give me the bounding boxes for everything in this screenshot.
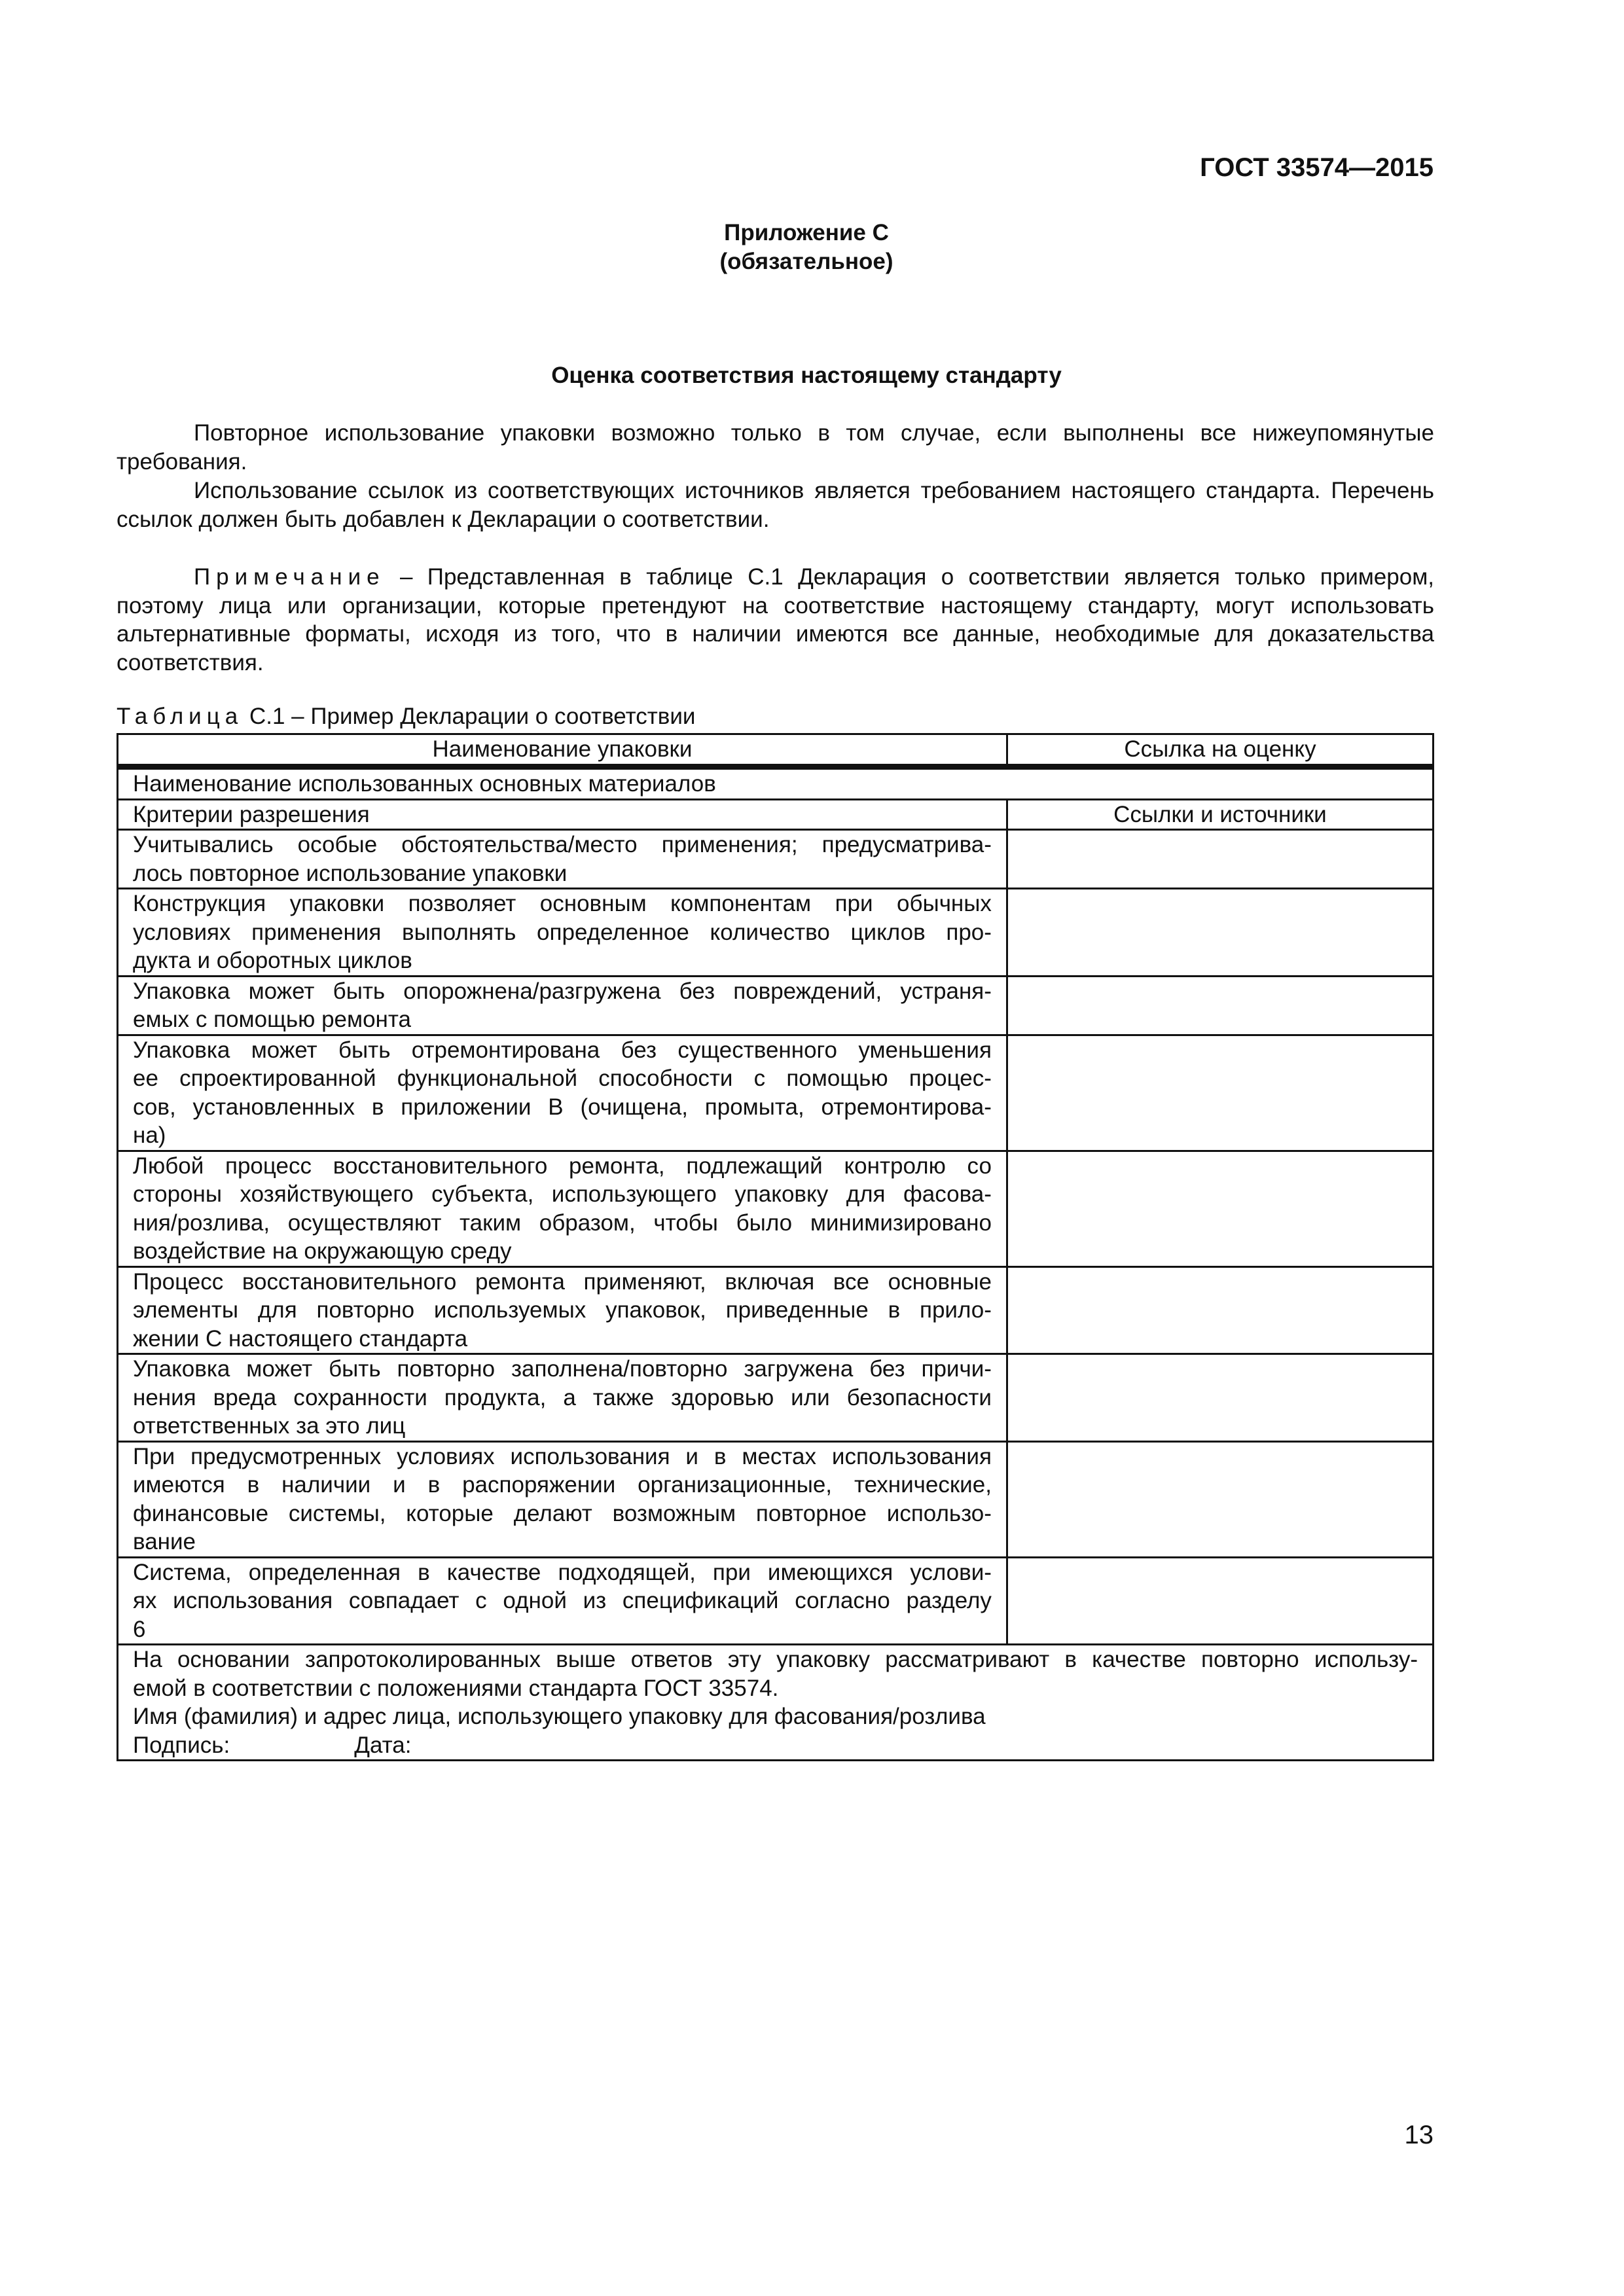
criteria-row	[118, 799, 1434, 830]
criterion-line: вание	[133, 1529, 196, 1554]
declaration-table	[117, 733, 1434, 1761]
criterion-reference-cell[interactable]	[1007, 1266, 1433, 1354]
criteria-row-item	[118, 1035, 1434, 1151]
criterion-line: ответственных за это лиц	[133, 1413, 406, 1439]
table-caption-label: Таблица	[117, 704, 244, 729]
criterion-line: Любой процесс восстановительного ремонта, подлежащий контролю со	[133, 1153, 992, 1179]
paragraph-references-requirement: Использование ссылок из соответствующих источников является требованием настоящего стандарта. Перечень ссылок должен быть добавлен к Декларации о соответствии.	[117, 478, 1434, 532]
criterion-line: Система, определенная в качестве подходящей, при имеющихся услови-	[133, 1559, 992, 1585]
criterion-line: условиях применения выполнять определенное количество циклов про-	[133, 919, 992, 945]
paragraph-reuse-conditions: Повторное использование упаковки возможно только в том случае, если выполнены все нижеупомянутые требования.	[117, 420, 1434, 475]
criterion-text	[118, 1266, 1007, 1354]
table-footer-row	[118, 1645, 1434, 1761]
criterion-line: Упаковка может быть отремонтирована без существенного уменьшения	[133, 1037, 992, 1063]
criterion-reference-cell[interactable]	[1007, 976, 1433, 1035]
criterion-reference-cell[interactable]	[1007, 1035, 1433, 1151]
criterion-text	[118, 976, 1007, 1035]
criteria-references: Ссылки и источники	[1007, 799, 1433, 830]
criterion-line: 6	[133, 1616, 146, 1642]
criteria-row-item	[118, 1266, 1434, 1354]
criterion-text	[118, 889, 1007, 977]
criterion-reference-cell[interactable]	[1007, 1354, 1433, 1442]
date-label: Дата:	[354, 1732, 412, 1758]
criteria-label: Критерии разрешения	[118, 799, 1007, 830]
criterion-line: сов, установленных в приложении В (очищена, промыта, отремонтирова-	[133, 1094, 992, 1120]
criterion-line: имеются в наличии и в распоряжении организационные, технические,	[133, 1472, 992, 1498]
materials-cell: Наименование использованных основных материалов	[118, 767, 1434, 800]
signature-label: Подпись:	[133, 1732, 230, 1758]
criteria-row-item	[118, 976, 1434, 1035]
criterion-line: воздействие на окружающую среду	[133, 1238, 512, 1264]
criterion-line: Упаковка может быть опорожнена/разгружена без повреждений, устраня-	[133, 978, 992, 1004]
table-caption	[117, 702, 1434, 731]
criterion-line: нения вреда сохранности продукта, а также здоровью или безопасности	[133, 1384, 992, 1410]
criterion-reference-cell[interactable]	[1007, 1557, 1433, 1645]
criteria-row-item	[118, 1557, 1434, 1645]
header-packaging-name: Наименование упаковки	[118, 734, 1007, 767]
criterion-text	[118, 830, 1007, 889]
section-title: Оценка соответствия настоящему стандарту	[551, 363, 1062, 388]
criterion-text	[118, 1441, 1007, 1557]
page-number: 13	[1404, 2121, 1434, 2149]
materials-row	[118, 767, 1434, 800]
criterion-line: ния/розлива, осуществляют таким образом, чтобы было минимизировано	[133, 1210, 992, 1236]
criteria-row-item	[118, 1354, 1434, 1442]
appendix-title: Приложение С	[724, 220, 889, 245]
criterion-line: жении С настоящего стандарта	[133, 1325, 468, 1352]
criterion-line: финансовые системы, которые делают возможным повторное использо-	[133, 1500, 992, 1526]
note	[117, 563, 1434, 677]
header-assessment-reference: Ссылка на оценку	[1007, 734, 1433, 767]
criterion-line: дукта и оборотных циклов	[133, 948, 412, 973]
criterion-line: лось повторное использование упаковки	[133, 860, 568, 886]
note-label: Примечание	[194, 564, 386, 590]
footer-line-2: емой в соответствии с положениями стандарта ГОСТ 33574.	[133, 1675, 779, 1701]
criterion-line: элементы для повторно используемых упаковок, приведенные в прило-	[133, 1297, 992, 1323]
footer-line-1: На основании запротоколированных выше ответов эту упаковку рассматривают в качестве повторно использу-	[133, 1647, 1418, 1672]
table-header-row	[118, 734, 1434, 767]
note-text: – Представленная в таблице С.1 Декларация о соответствии является только примером, поэтому лица или организации, которые претендуют на соответствие настоящему стандарту, могут использовать альтернативные форматы, исходя из того, что в наличии имеются все данные, необходимые для доказательства соответствия.	[117, 564, 1434, 675]
criterion-reference-cell[interactable]	[1007, 889, 1433, 977]
appendix-status: (обязательное)	[719, 249, 893, 274]
criteria-row-item	[118, 1151, 1434, 1266]
footer-signature-line	[133, 1731, 1418, 1760]
table-footer-cell	[118, 1645, 1434, 1761]
criterion-line: на)	[133, 1122, 166, 1148]
criteria-rows	[118, 830, 1434, 1645]
criterion-line: Конструкция упаковки позволяет основным компонентам при обычных	[133, 891, 992, 916]
criterion-line: стороны хозяйствующего субъекта, использующего упаковку для фасова-	[133, 1181, 992, 1207]
criterion-reference-cell[interactable]	[1007, 1151, 1433, 1266]
criteria-row-item	[118, 889, 1434, 977]
criterion-line: емых с помощью ремонта	[133, 1007, 411, 1032]
criterion-text	[118, 1557, 1007, 1645]
criterion-line: Учитывались особые обстоятельства/место применения; предусматрива-	[133, 832, 992, 857]
criterion-line: Процесс восстановительного ремонта применяют, включая все основные	[133, 1268, 992, 1295]
criterion-line: ях использования совпадает с одной из спецификаций согласно разделу	[133, 1588, 992, 1613]
criterion-text	[118, 1354, 1007, 1442]
criterion-line: ее спроектированной функциональной способности с помощью процес-	[133, 1066, 992, 1091]
table-caption-text: С.1 – Пример Декларации о соответствии	[243, 704, 696, 729]
footer-line-3: Имя (фамилия) и адрес лица, использующего упаковку для фасования/розлива	[133, 1704, 986, 1729]
criteria-row-item	[118, 1441, 1434, 1557]
criterion-line: При предусмотренных условиях использования и в местах использования	[133, 1443, 992, 1469]
criterion-line: Упаковка может быть повторно заполнена/повторно загружена без причи-	[133, 1356, 992, 1382]
criterion-text	[118, 1151, 1007, 1266]
criterion-reference-cell[interactable]	[1007, 1441, 1433, 1557]
criteria-row-item	[118, 830, 1434, 889]
document-code: ГОСТ 33574—2015	[1200, 153, 1434, 182]
criterion-reference-cell[interactable]	[1007, 830, 1433, 889]
criterion-text	[118, 1035, 1007, 1151]
